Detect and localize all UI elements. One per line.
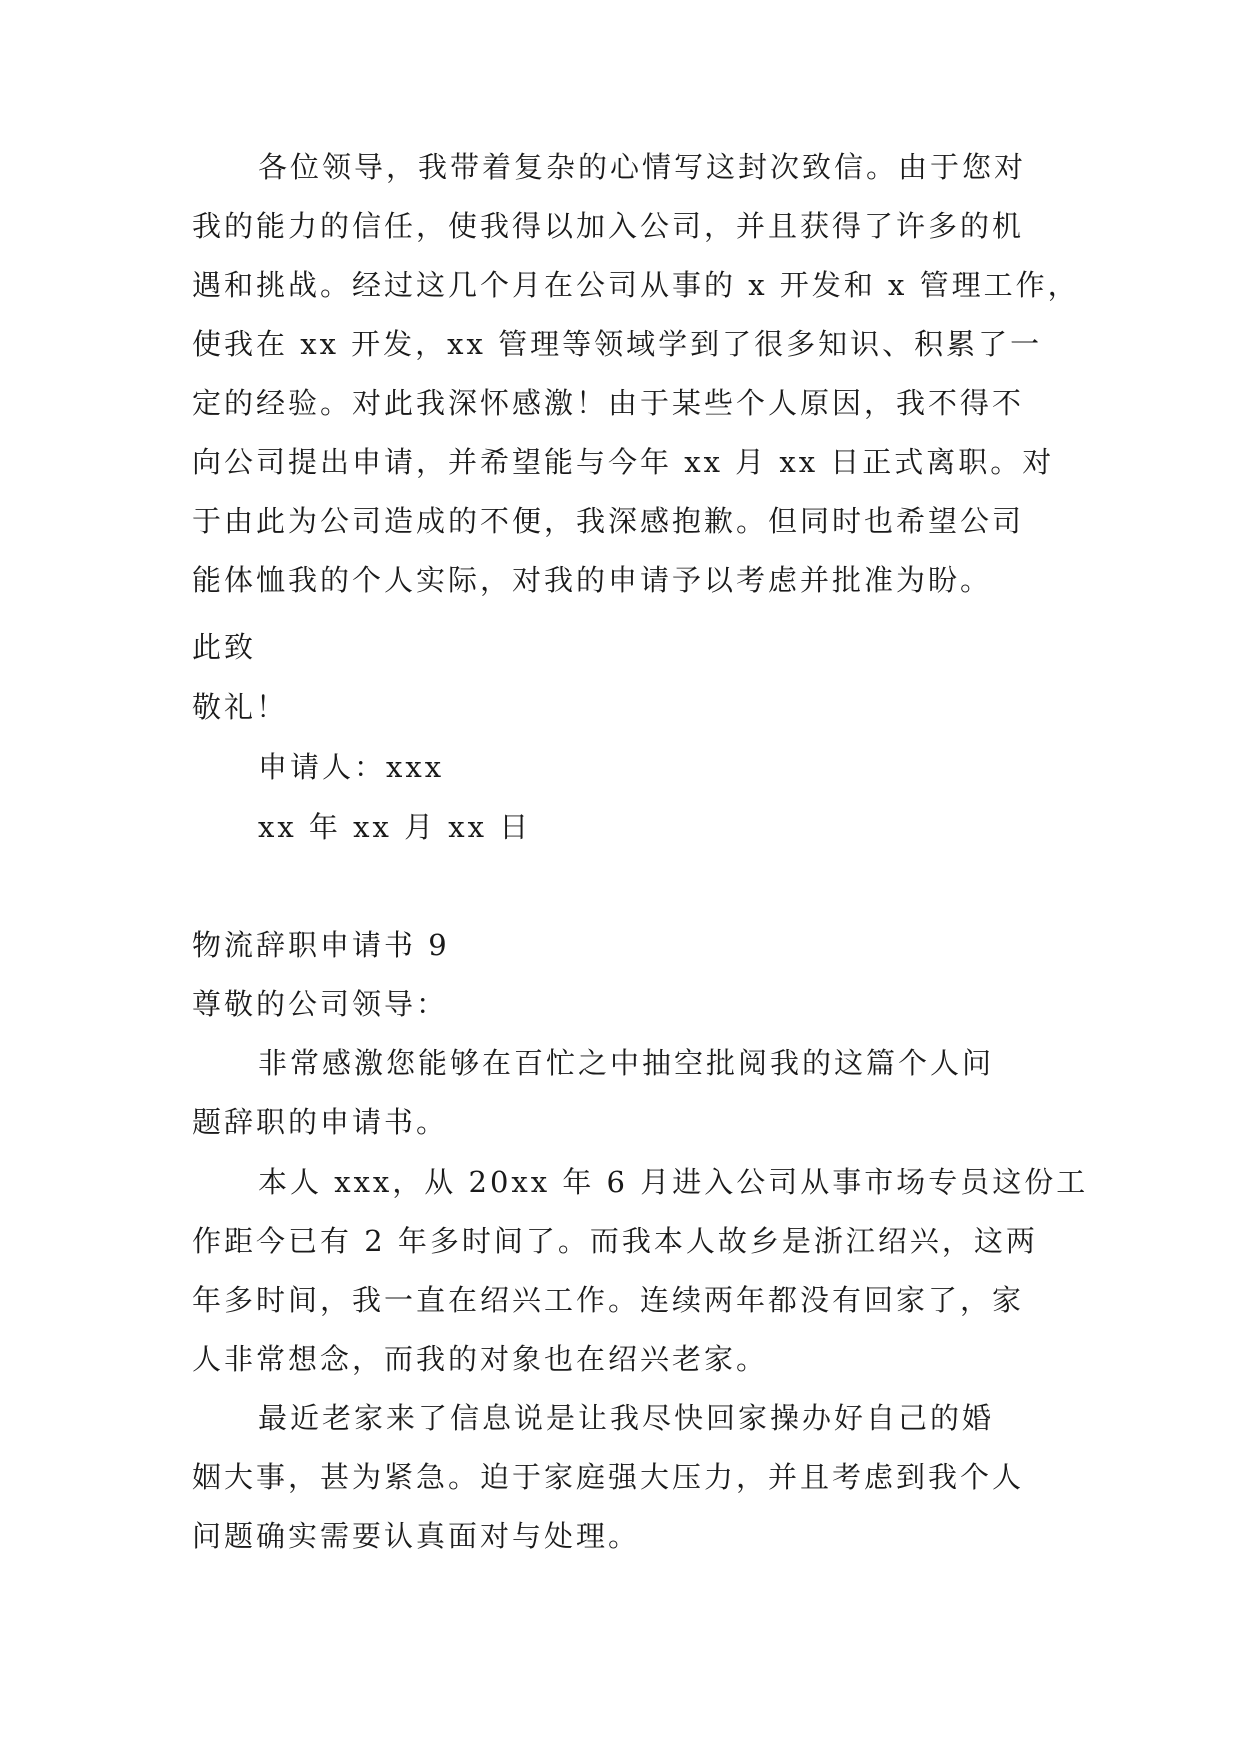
text-line: 问题确实需要认真面对与处理。 <box>192 1519 641 1553</box>
text-line: 遇和挑战。经过这几个月在公司从事的 x 开发和 x 管理工作， <box>192 268 1080 302</box>
text-line: 非常感激您能够在百忙之中抽空批阅我的这篇个人问 <box>258 1046 995 1080</box>
letter2-paragraph-3 <box>192 1389 1052 1566</box>
text-line: 年多时间，我一直在绍兴工作。连续两年都没有回家了，家 <box>192 1283 1025 1317</box>
closing-2: 敬礼！ <box>192 690 289 724</box>
text-line: 最近老家来了信息说是让我尽快回家操办好自己的婚 <box>258 1401 995 1435</box>
text-line: 各位领导，我带着复杂的心情写这封次致信。由于您对 <box>258 150 1027 184</box>
text-line: 题辞职的申请书。 <box>192 1105 449 1139</box>
section-title: 物流辞职申请书 9 <box>192 928 450 962</box>
signature: 申请人：xxx <box>258 750 445 784</box>
letter1-paragraph <box>192 138 1080 610</box>
text-line: 使我在 xx 开发，xx 管理等领域学到了很多知识、积累了一 <box>192 327 1043 361</box>
text-line: 作距今已有 2 年多时间了。而我本人故乡是浙江绍兴，这两 <box>192 1224 1038 1258</box>
letter2-paragraph-2 <box>192 1153 1089 1389</box>
text-line: 能体恤我的个人实际，对我的申请予以考虑并批准为盼。 <box>192 563 993 597</box>
text-line: 于由此为公司造成的不便，我深感抱歉。但同时也希望公司 <box>192 504 1025 538</box>
text-line: 我的能力的信任，使我得以加入公司，并且获得了许多的机 <box>192 209 1025 243</box>
text-line: 人非常想念，而我的对象也在绍兴老家。 <box>192 1342 769 1376</box>
text-line: 姻大事，甚为紧急。迫于家庭强大压力，并且考虑到我个人 <box>192 1460 1025 1494</box>
salutation: 尊敬的公司领导： <box>192 987 449 1021</box>
text-line: 向公司提出申请，并希望能与今年 xx 月 xx 日正式离职。对 <box>192 445 1055 479</box>
text-line: 定的经验。对此我深怀感激！由于某些个人原因，我不得不 <box>192 386 1025 420</box>
closing-1: 此致 <box>192 630 257 664</box>
text-line: 本人 xxx，从 20xx 年 6 月进入公司从事市场专员这份工 <box>258 1165 1089 1199</box>
date-line: xx 年 xx 月 xx 日 <box>258 810 532 844</box>
letter2-paragraph-1 <box>192 1034 1052 1152</box>
